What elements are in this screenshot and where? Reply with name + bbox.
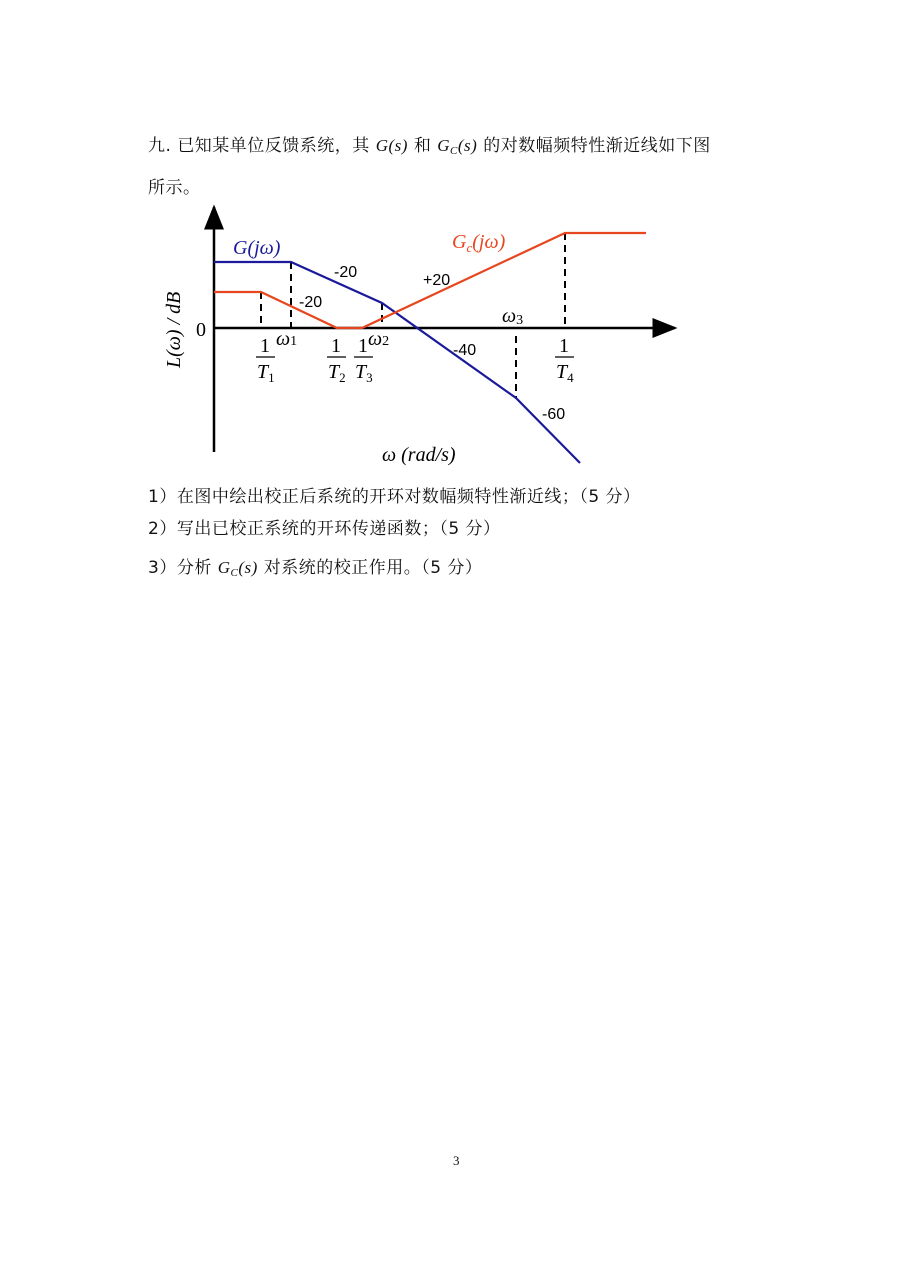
and-text: 和 bbox=[407, 136, 438, 156]
slope-label-g-minus40: -40 bbox=[453, 342, 477, 359]
question-number: 1） bbox=[148, 487, 177, 507]
question-2 bbox=[148, 514, 501, 539]
svg-text:T2: $T_2$ bbox=[328, 361, 346, 385]
svg-text:1: 1 bbox=[260, 335, 270, 357]
slope-label-gc-plus20: +20 bbox=[423, 272, 451, 289]
gc-s-symbol: $G_C(s)$ bbox=[217, 558, 258, 579]
question-text: 写出已校正系统的开环传递函数；（5 分） bbox=[176, 519, 501, 539]
tick-label-1-over-T2 bbox=[327, 335, 346, 385]
tick-label-1-over-T1 bbox=[256, 335, 275, 385]
problem-statement-line2: 所示。 bbox=[148, 178, 201, 198]
question-text: 分析 bbox=[176, 558, 218, 578]
slope-label-g-minus20: -20 bbox=[334, 264, 358, 281]
svg-text:1: 1 bbox=[331, 335, 341, 357]
svg-text:1: 1 bbox=[559, 335, 569, 357]
svg-text:T1: $T_1$ bbox=[257, 361, 275, 385]
question-1 bbox=[148, 482, 641, 507]
g-curve bbox=[214, 262, 580, 463]
g-curve-label: G(jω) bbox=[233, 237, 281, 259]
question-number: 3） bbox=[148, 558, 177, 578]
page-number: 3 bbox=[453, 1153, 460, 1168]
x-axis-label: ω (rad/s) bbox=[382, 444, 456, 466]
tick-label-1-over-T4 bbox=[555, 335, 574, 385]
svg-text:T4: $T_4$ bbox=[556, 361, 574, 385]
problem-number: 九. bbox=[148, 136, 172, 156]
y-axis-label: L(ω) / dB bbox=[163, 291, 185, 368]
gc-s-symbol: $G_C(s)$ bbox=[437, 136, 478, 157]
omega1-label: ω1 bbox=[276, 328, 298, 350]
slope-label-g-minus60: -60 bbox=[542, 406, 566, 423]
problem-intro-text: 已知某单位反馈系统，其 bbox=[177, 136, 376, 156]
svg-text:1: 1 bbox=[358, 335, 368, 357]
question-text: 对系统的校正作用。（5 分） bbox=[257, 558, 483, 578]
omega3-label: ω3 bbox=[502, 305, 524, 328]
svg-text:T3: $T_3$ bbox=[355, 361, 373, 385]
question-3 bbox=[148, 553, 482, 579]
gc-curve-label: $G_c(j\omega)$ bbox=[452, 231, 506, 255]
question-text: 在图中绘出校正后系统的开环对数幅频特性渐近线；（5 分） bbox=[176, 487, 641, 507]
problem-intro-text-2: 的对数幅频特性渐近线如下图 bbox=[477, 136, 711, 156]
y-zero-label: 0 bbox=[196, 319, 206, 341]
omega2-label: ω2 bbox=[368, 328, 390, 350]
bode-magnitude-figure bbox=[0, 0, 915, 480]
slope-label-gc-minus20: -20 bbox=[299, 294, 323, 311]
g-s-symbol: G(s) bbox=[375, 136, 408, 155]
question-number: 2） bbox=[148, 519, 177, 539]
